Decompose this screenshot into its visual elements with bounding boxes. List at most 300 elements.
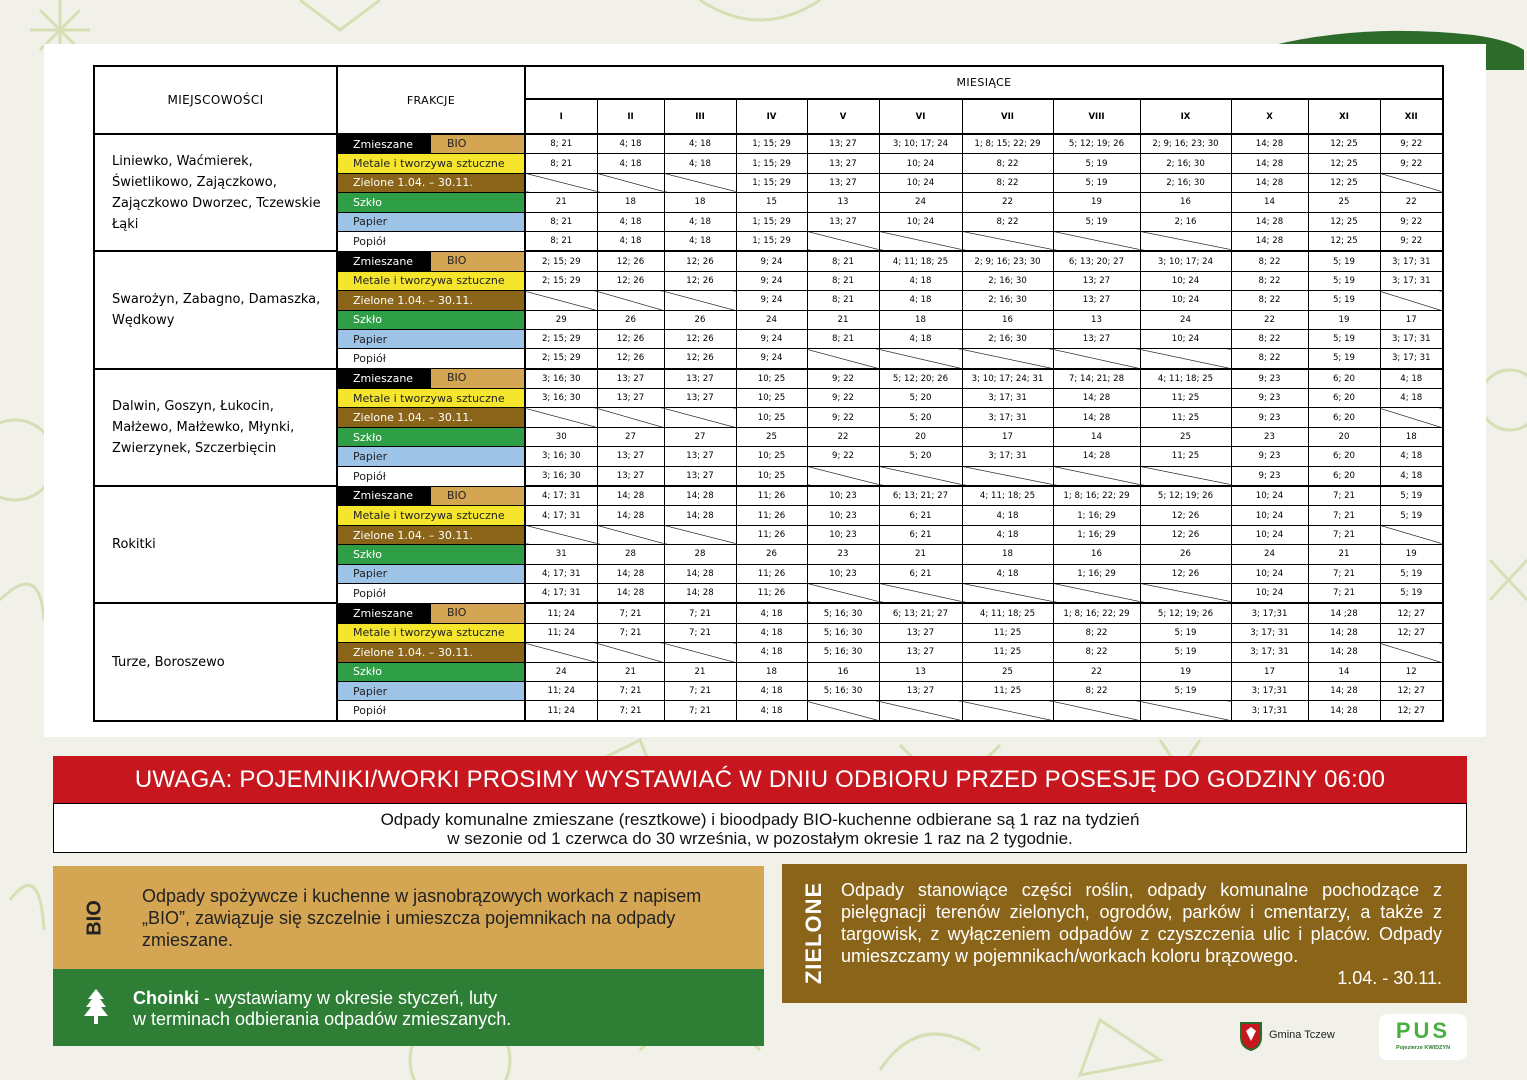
date-cell: 22 [1231,310,1308,329]
table-row [94,251,1443,271]
date-cell: 1; 16; 29 [1053,564,1140,583]
date-cell: 23 [807,545,879,564]
date-cell: 2; 16; 30 [1140,154,1231,173]
date-cell: 4; 18 [664,134,736,154]
fraction-label: Metale i tworzywa sztuczne [353,157,505,171]
date-cell: 25 [1308,193,1380,212]
date-cell: 2; 15; 29 [525,349,597,369]
date-cell: 5; 16; 30 [807,603,879,623]
date-cell: 11; 24 [525,623,597,642]
date-cell: 7; 21 [597,681,664,700]
date-cell: 15 [736,193,807,212]
date-cell: 9; 22 [1380,154,1443,173]
date-cell: 5; 20 [879,447,962,466]
date-cell: 21 [807,310,879,329]
date-cell: 17 [1380,310,1443,329]
date-cell: 14 [1308,662,1380,681]
date-cell: 13; 27 [807,173,879,192]
date-cell: 14; 28 [597,583,664,603]
date-cell: 12; 26 [1140,506,1231,525]
month-header: XII [1380,99,1443,134]
date-cell: 29 [525,310,597,329]
date-cell: 3; 17;31 [1231,701,1308,721]
fraction-popiol [337,231,525,251]
date-cell: 9; 23 [1231,408,1308,427]
no-collection-cell [664,291,736,310]
date-cell: 12; 27 [1380,603,1443,623]
no-collection-cell [525,643,597,662]
date-cell: 13 [807,193,879,212]
date-cell: 13; 27 [597,389,664,408]
date-cell: 9; 22 [807,369,879,389]
date-cell: 12; 26 [664,349,736,369]
fraction-label: Metale i tworzywa sztuczne [353,509,505,523]
no-collection-cell [1140,349,1231,369]
date-cell: 7; 21 [664,681,736,700]
date-cell: 14; 28 [597,486,664,506]
date-cell: 9; 22 [807,447,879,466]
no-collection-cell [807,583,879,603]
date-cell: 8; 22 [1231,251,1308,271]
date-cell: 1; 15; 29 [736,212,807,231]
date-cell: 2; 9; 16; 23; 30 [962,251,1053,271]
date-cell: 4; 11; 18; 25 [962,603,1053,623]
location-name: Dalwin, Goszyn, Łukocin, Małżewo, Małżewko, Młynki, Zwierzynek, Szczerbięcin [94,369,337,486]
date-cell: 13; 27 [879,681,962,700]
date-cell: 9; 22 [1380,231,1443,251]
date-cell: 14; 28 [1053,447,1140,466]
date-cell: 9; 22 [1380,134,1443,154]
date-cell: 11; 24 [525,603,597,623]
no-collection-cell [525,525,597,544]
no-collection-cell [597,173,664,192]
no-collection-cell [597,291,664,310]
date-cell: 25 [962,662,1053,681]
date-cell: 12; 26 [597,349,664,369]
date-cell: 9; 23 [1231,389,1308,408]
date-cell: 9; 24 [736,251,807,271]
date-cell: 3; 17; 31 [962,408,1053,427]
date-cell: 14; 28 [1308,643,1380,662]
date-cell: 13; 27 [597,369,664,389]
date-cell: 19 [1380,545,1443,564]
date-cell: 19 [1308,310,1380,329]
date-cell: 1; 15; 29 [736,134,807,154]
date-cell: 8; 21 [525,154,597,173]
date-cell: 4; 18 [962,506,1053,525]
date-cell: 11; 25 [1140,408,1231,427]
date-cell: 22 [1053,662,1140,681]
date-cell: 13 [879,662,962,681]
fraction-label: Papier [353,684,388,698]
fraction-metale [337,389,525,408]
fraction-zielone [337,525,525,544]
date-cell: 9; 22 [807,389,879,408]
date-cell: 4; 18 [736,643,807,662]
date-cell: 5; 19 [1308,251,1380,271]
date-cell: 4; 18 [664,212,736,231]
fraction-zmieszane [337,369,525,389]
date-cell: 8; 22 [962,154,1053,173]
month-header: III [664,99,736,134]
date-cell: 2; 16; 30 [962,329,1053,348]
date-cell: 16 [1140,193,1231,212]
no-collection-cell [1380,643,1443,662]
date-cell: 6; 13; 21; 27 [879,486,962,506]
fraction-label: Zmieszane [353,137,414,151]
date-cell: 14 [1053,427,1140,446]
date-cell: 4; 17; 31 [525,506,597,525]
date-cell: 24 [525,662,597,681]
date-cell: 4; 11; 18; 25 [962,486,1053,506]
date-cell: 5; 19 [1380,583,1443,603]
info-line-2: w sezonie od 1 czerwca do 30 września, w pozostałym okresie 1 raz na 2 tygodnie. [447,829,1073,848]
no-collection-cell [664,173,736,192]
fraction-szklo [337,427,525,446]
date-cell: 10; 25 [736,447,807,466]
date-cell: 24 [1231,545,1308,564]
fraction-zmieszane [337,251,525,271]
fraction-label: Popiół [353,586,386,600]
fraction-label: Zielone 1.04. – 30.11. [353,176,473,190]
date-cell: 14; 28 [664,583,736,603]
no-collection-cell [962,701,1053,721]
date-cell: 18 [879,310,962,329]
date-cell: 28 [597,545,664,564]
date-cell: 25 [736,427,807,446]
date-cell: 4; 18 [597,154,664,173]
date-cell: 12; 25 [1308,231,1380,251]
header-fractions: FRAKCJE [337,66,525,134]
date-cell: 16 [962,310,1053,329]
month-header: X [1231,99,1308,134]
date-cell: 12; 26 [597,329,664,348]
no-collection-cell [962,583,1053,603]
date-cell: 3; 17; 31 [1380,271,1443,290]
fraction-label: Zmieszane [353,489,414,503]
date-cell: 14 ;28 [1308,603,1380,623]
date-cell: 7; 21 [1308,525,1380,544]
date-cell: 13 [1053,310,1140,329]
month-header: V [807,99,879,134]
date-cell: 12; 27 [1380,681,1443,700]
no-collection-cell [664,643,736,662]
month-header: VII [962,99,1053,134]
date-cell: 4; 18 [736,623,807,642]
no-collection-cell [1053,231,1140,251]
date-cell: 7; 21 [664,623,736,642]
fraction-label: Zielone 1.04. – 30.11. [353,293,473,307]
date-cell: 3; 16; 30 [525,389,597,408]
location-name: Liniewko, Waćmierek, Świetlikowo, Zajączkowo, Zajączkowo Dworzec, Tczewskie Łąki [94,134,337,251]
date-cell: 4; 18 [736,701,807,721]
date-cell: 11; 26 [736,506,807,525]
date-cell: 13; 27 [879,623,962,642]
date-cell: 30 [525,427,597,446]
bio-tag: BIO [431,604,524,623]
fraction-label: Metale i tworzywa sztuczne [353,391,505,405]
fraction-label: Papier [353,567,388,581]
date-cell: 13; 27 [807,154,879,173]
zielone-info-box [782,864,1467,1003]
date-cell: 4; 18 [664,231,736,251]
date-cell: 8; 22 [1053,681,1140,700]
no-collection-cell [1053,349,1140,369]
date-cell: 22 [807,427,879,446]
date-cell: 6; 21 [879,525,962,544]
date-cell: 21 [664,662,736,681]
no-collection-cell [807,466,879,486]
date-cell: 1; 8; 15; 22; 29 [962,134,1053,154]
date-cell: 4; 18 [1380,369,1443,389]
date-cell: 7; 21 [1308,506,1380,525]
date-cell: 4; 18 [597,134,664,154]
date-cell: 21 [879,545,962,564]
date-cell: 8; 22 [962,212,1053,231]
fraction-szklo [337,662,525,681]
date-cell: 10; 24 [1140,329,1231,348]
date-cell: 10; 24 [1231,525,1308,544]
no-collection-cell [807,701,879,721]
gmina-tczew-logo [1239,1021,1359,1053]
date-cell: 23 [1231,427,1308,446]
date-cell: 1; 15; 29 [736,154,807,173]
date-cell: 10; 23 [807,506,879,525]
date-cell: 5; 19 [1308,349,1380,369]
no-collection-cell [879,231,962,251]
date-cell: 4; 18 [736,681,807,700]
pgk-logo-main: PUS [1395,1018,1451,1043]
date-cell: 4; 18 [597,212,664,231]
fraction-label: Papier [353,449,388,463]
date-cell: 21 [1308,545,1380,564]
date-cell: 3; 10; 17; 24 [879,134,962,154]
no-collection-cell [1140,701,1231,721]
no-collection-cell [807,231,879,251]
date-cell: 5; 20 [879,389,962,408]
fraction-label: Szkło [353,430,382,444]
date-cell: 9; 23 [1231,369,1308,389]
date-cell: 4; 18 [1380,389,1443,408]
date-cell: 4; 18 [664,154,736,173]
date-cell: 3; 17; 31 [1380,349,1443,369]
date-cell: 10; 25 [736,389,807,408]
date-cell: 1; 8; 16; 22; 29 [1053,603,1140,623]
date-cell: 3; 17; 31 [1380,329,1443,348]
date-cell: 13; 27 [879,643,962,662]
bio-text: Odpady spożywcze i kuchenne w jasnobrązowych workach z napisem „BIO”, zawiązuje się szczelnie i umieszcza pojemnikach na odpady zmieszane. [142,886,702,950]
fraction-szklo [337,545,525,564]
date-cell: 5; 12; 20; 26 [879,369,962,389]
date-cell: 3; 10; 17; 24; 31 [962,369,1053,389]
month-header: VIII [1053,99,1140,134]
date-cell: 7; 21 [597,701,664,721]
warning-banner: UWAGA: POJEMNIKI/WORKI PROSIMY WYSTAWIAĆ W DNIU ODBIORU PRZED POSESJĘ DO GODZINY 06:00 [53,756,1467,803]
date-cell: 19 [1140,662,1231,681]
date-cell: 10; 23 [807,486,879,506]
date-cell: 9; 24 [736,271,807,290]
date-cell: 11; 25 [962,623,1053,642]
date-cell: 19 [1053,193,1140,212]
date-cell: 13; 27 [807,134,879,154]
fraction-metale [337,506,525,525]
zielone-period: 1.04. - 30.11. [1337,968,1442,988]
date-cell: 6; 13; 20; 27 [1053,251,1140,271]
fraction-metale [337,154,525,173]
zielone-text: Odpady stanowiące części roślin, odpady komunalne pochodzące z pielęgnacji terenów zielonych, ogrodów, parków i cmentarzy, a także z targowisk, z wyłączeniem odpadów z czyszczenia ulic i placów. Odpady umieszczamy w pojemnikach/workach koloru brązowego. [841,880,1442,966]
no-collection-cell [1053,466,1140,486]
bio-tag: BIO [431,369,524,388]
date-cell: 13; 27 [597,447,664,466]
date-cell: 18 [597,193,664,212]
date-cell: 11; 26 [736,486,807,506]
date-cell: 6; 20 [1308,466,1380,486]
date-cell: 4; 11; 18; 25 [1140,369,1231,389]
date-cell: 12; 26 [1140,564,1231,583]
choinki-title: Choinki [133,988,199,1008]
date-cell: 12; 26 [597,251,664,271]
fraction-label: Zielone 1.04. – 30.11. [353,411,473,425]
date-cell: 8; 22 [962,173,1053,192]
date-cell: 11; 26 [736,583,807,603]
date-cell: 17 [962,427,1053,446]
date-cell: 6; 20 [1308,389,1380,408]
date-cell: 4; 18 [1380,466,1443,486]
date-cell: 1; 16; 29 [1053,506,1140,525]
fraction-metale [337,623,525,642]
date-cell: 5; 19 [1380,564,1443,583]
date-cell: 4; 18 [879,329,962,348]
date-cell: 10; 25 [736,408,807,427]
date-cell: 5; 16; 30 [807,643,879,662]
info-box [53,803,1467,853]
fraction-zmieszane [337,486,525,506]
date-cell: 27 [664,427,736,446]
date-cell: 3; 17; 31 [962,447,1053,466]
no-collection-cell [1053,583,1140,603]
date-cell: 10; 24 [1140,271,1231,290]
date-cell: 4; 18 [962,564,1053,583]
christmas-tree-info-box [53,969,764,1046]
no-collection-cell [879,701,962,721]
fraction-label: Szkło [353,195,382,209]
fraction-papier [337,212,525,231]
date-cell: 13; 27 [1053,271,1140,290]
date-cell: 3; 16; 30 [525,369,597,389]
no-collection-cell [1380,291,1443,310]
date-cell: 6; 20 [1308,369,1380,389]
no-collection-cell [962,231,1053,251]
date-cell: 13; 27 [597,466,664,486]
date-cell: 5; 16; 30 [807,681,879,700]
date-cell: 16 [807,662,879,681]
no-collection-cell [962,349,1053,369]
date-cell: 8; 22 [1231,271,1308,290]
no-collection-cell [664,408,736,427]
date-cell: 4; 18 [879,271,962,290]
date-cell: 18 [1380,427,1443,446]
date-cell: 3; 16; 30 [525,466,597,486]
date-cell: 12; 27 [1380,701,1443,721]
fraction-papier [337,447,525,466]
zielone-label: ZIELONE [801,881,826,985]
date-cell: 9; 24 [736,349,807,369]
pgk-logo-sub: Pojezierze KWIDZYN [1395,1045,1451,1051]
date-cell: 14 [1231,193,1308,212]
date-cell: 18 [962,545,1053,564]
date-cell: 7; 14; 21; 28 [1053,369,1140,389]
date-cell: 7; 21 [664,701,736,721]
date-cell: 9; 23 [1231,466,1308,486]
date-cell: 5; 19 [1308,329,1380,348]
date-cell: 14; 28 [1231,154,1308,173]
date-cell: 10; 25 [736,466,807,486]
date-cell: 5; 19 [1053,154,1140,173]
date-cell: 26 [664,310,736,329]
no-collection-cell [525,291,597,310]
date-cell: 10; 24 [879,212,962,231]
date-cell: 14; 28 [664,506,736,525]
date-cell: 11; 24 [525,681,597,700]
date-cell: 8; 21 [807,291,879,310]
fraction-popiol [337,349,525,369]
date-cell: 5; 20 [879,408,962,427]
date-cell: 14; 28 [1053,408,1140,427]
fraction-label: Zielone 1.04. – 30.11. [353,528,473,542]
date-cell: 7; 21 [597,603,664,623]
date-cell: 11; 26 [736,525,807,544]
date-cell: 21 [525,193,597,212]
date-cell: 26 [736,545,807,564]
date-cell: 20 [879,427,962,446]
fraction-popiol [337,701,525,721]
date-cell: 5; 19 [1380,506,1443,525]
date-cell: 1; 8; 16; 22; 29 [1053,486,1140,506]
date-cell: 6; 21 [879,506,962,525]
date-cell: 8; 21 [807,251,879,271]
date-cell: 3; 10; 17; 24 [1140,251,1231,271]
fraction-label: Zmieszane [353,372,414,386]
date-cell: 2; 16 [1140,212,1231,231]
date-cell: 10; 24 [1231,486,1308,506]
date-cell: 13; 27 [664,369,736,389]
fraction-label: Zmieszane [353,606,414,620]
date-cell: 10; 24 [1231,506,1308,525]
bio-tag: BIO [431,487,524,506]
date-cell: 3; 17;31 [1231,603,1308,623]
fraction-zmieszane [337,603,525,623]
date-cell: 14; 28 [1231,212,1308,231]
date-cell: 14; 28 [1053,389,1140,408]
date-cell: 14; 28 [597,564,664,583]
date-cell: 2; 16; 30 [962,271,1053,290]
date-cell: 12; 26 [1140,525,1231,544]
date-cell: 9; 24 [736,291,807,310]
date-cell: 9; 22 [807,408,879,427]
date-cell: 14; 28 [664,564,736,583]
date-cell: 10; 23 [807,525,879,544]
date-cell: 26 [1140,545,1231,564]
fraction-label: Zielone 1.04. – 30.11. [353,645,473,659]
date-cell: 12; 26 [664,251,736,271]
location-name: Turze, Boroszewo [94,603,337,720]
no-collection-cell [1380,408,1443,427]
fraction-zielone [337,408,525,427]
fraction-szklo [337,310,525,329]
date-cell: 2; 9; 16; 23; 30 [1140,134,1231,154]
date-cell: 5; 19 [1308,271,1380,290]
date-cell: 25 [1140,427,1231,446]
